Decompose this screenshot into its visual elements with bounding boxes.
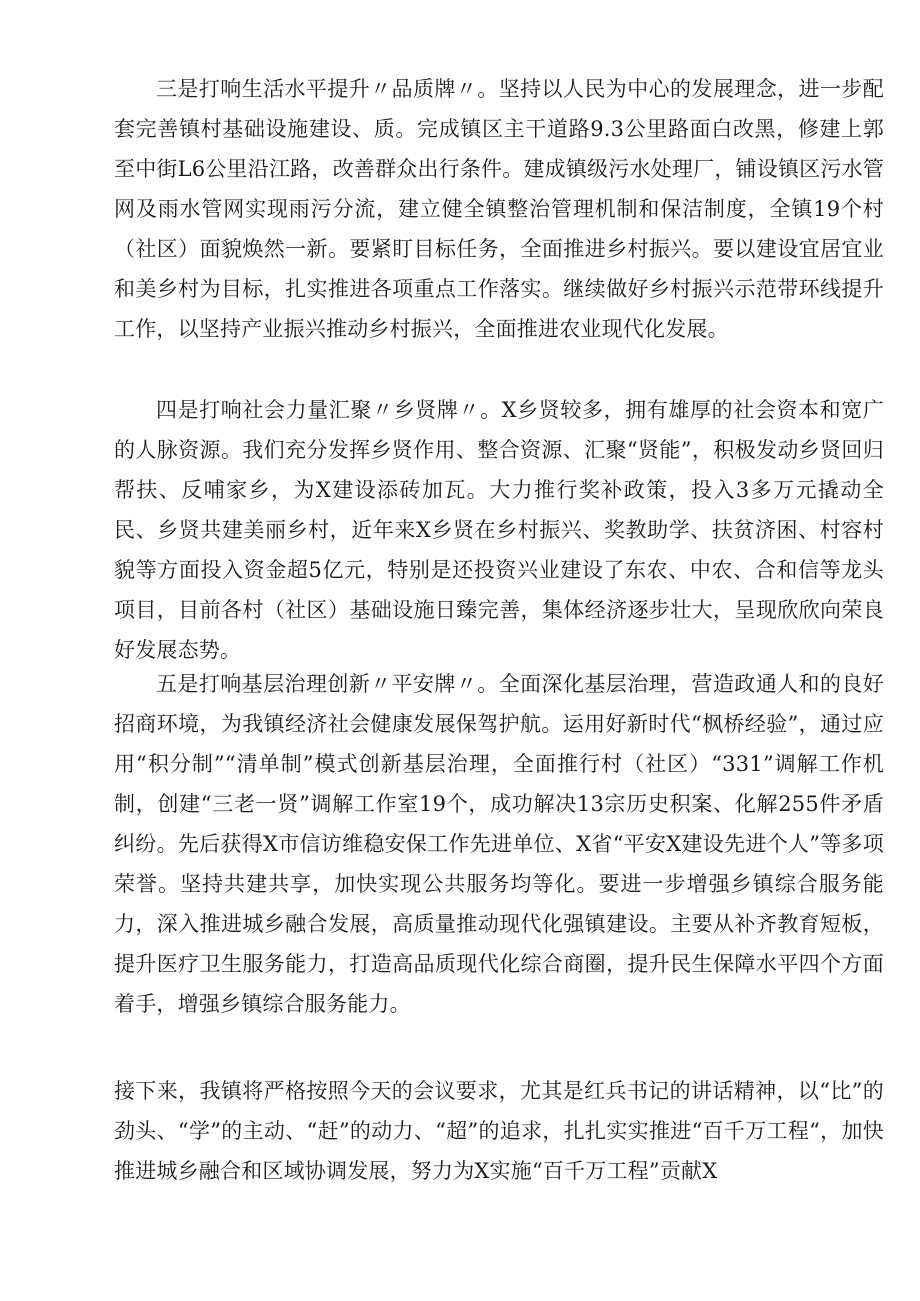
paragraph-next-steps: 接下来，我镇将严格按照今天的会议要求，尤其是红兵书记的讲话精神，以“比”的劲头、“学”的主动、“赶”的动力、“超”的追求，扎扎实实推进“百千万工程“，加快推进城乡融合和区域协调发展，努力为X实施“百千万工程”贡献X bbox=[114, 1079, 884, 1183]
paragraph-safety-brand: 五是打响基层治理创新〃平安牌〃。全面深化基层治理，营造政通人和的良好招商环境，为我镇经济社会健康发展保驾护航。运用好新时代“枫桥经验”，通过应用“积分制”“清单制”模式创新基层治理，全面推行村（社区）“331”调解工作机制，创建“三老一贤”调解工作室19个，成功解决13宗历史积案、化解255件矛盾纠纷。先后获得X市信访维稳安保工作先进单位、X省“平安X建设先进个人”等多项荣誉。坚持共建共享，加快实现公共服务均等化。要进一步增强乡镇综合服务能力，深入推进城乡融合发展，高质量推动现代化强镇建设。主要从补齐教育短板，提升医疗卫生服务能力，打造高品质现代化综合商圈，提升民生保障水平四个方面着手，增强乡镇综合服务能力。 bbox=[114, 672, 884, 1016]
paragraph-quality-brand: 三是打响生活水平提升〃品质牌〃。坚持以人民为中心的发展理念，进一步配套完善镇村基础设施建设、质。完成镇区主干道路9.3公里路面白改黑，修建上郭至中街L6公里沿江路，改善群众出行条件。建成镇级污水处理厂，铺设镇区污水管网及雨水管网实现雨污分流，建立健全镇整治管理机制和保洁制度，全镇19个村（社区）面貌焕然一新。要紧盯目标任务，全面推进乡村振兴。要以建设宜居宜业和美乡村为目标，扎实推进各项重点工作落实。继续做好乡村振兴示范带环线提升工作，以坚持产业振兴推动乡村振兴，全面推进农业现代化发展。 bbox=[114, 77, 884, 341]
paragraph-sage-brand: 四是打响社会力量汇聚〃乡贤牌〃。X乡贤较多，拥有雄厚的社会资本和宽广的人脉资源。我们充分发挥乡贤作用、整合资源、汇聚“贤能”，积极发动乡贤回归帮扶、反哺家乡，为X建设添砖加瓦。大力推行奖补政策，投入3多万元撬动全民、乡贤共建美丽乡村，近年来X乡贤在乡村振兴、奖教助学、扶贫济困、村容村貌等方面投入资金超5亿元，特别是还投资兴业建设了东农、中农、合和信等龙头项目，目前各村（社区）基础设施日臻完善，集体经济逐步壮大，呈现欣欣向荣良好发展态势。 bbox=[114, 398, 884, 662]
